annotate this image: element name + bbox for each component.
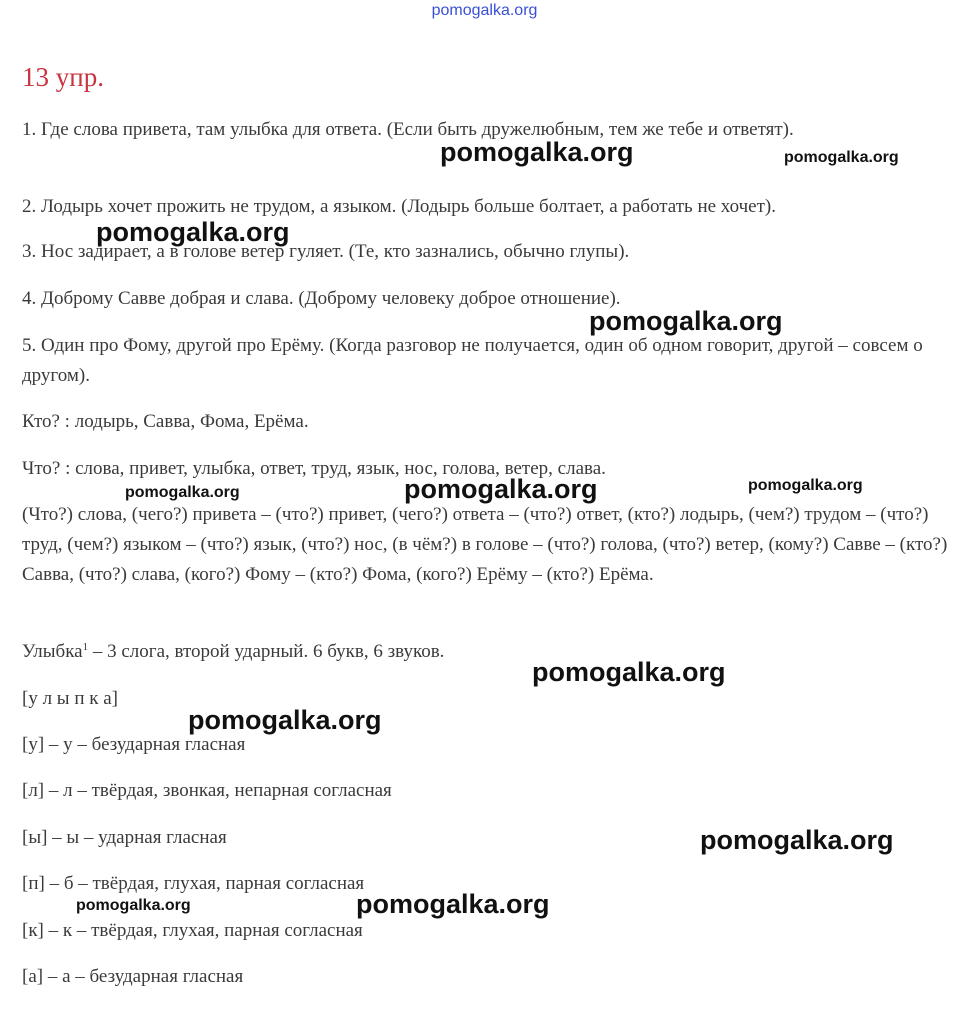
analysis-description: – 3 слога, второй ударный. 6 букв, 6 звуков.	[88, 641, 445, 662]
proverb-1: 1. Где слова привета, там улыбка для ответа. (Если быть дружелюбным, тем же тебе и ответят).	[22, 119, 794, 140]
proverb-5: 5. Один про Фому, другой про Ерёму. (Когда разговор не получается, один об одном говорит, другой – совсем о другом).	[22, 335, 923, 386]
watermark: pomogalka.org	[748, 477, 863, 494]
proverb-2: 2. Лодырь хочет прожить не трудом, а языком. (Лодырь больше болтает, а работать не хочет).	[22, 196, 776, 217]
sound-line: [к] – к – твёрдая, глухая, парная согласная	[22, 920, 363, 941]
sound-line: [ы] – ы – ударная гласная	[22, 827, 227, 848]
watermark: pomogalka.org	[404, 474, 598, 504]
question-forms: (Что?) слова, (чего?) привета – (что?) привет, (чего?) ответа – (что?) ответ, (кто?) лодырь, (чем?) трудом – (что?) труд, (чем?) языком – (что?) язык, (что?) нос, (в чём?) в голове – (что?) голова, (что?) ветер, (кому?) Савве – (кто?) Савва, (что?) слава, (кого?) Фому – (кто?) Фома, (кого?) Ерёму – (кто?) Ерёма.	[22, 504, 948, 585]
transcription: [у л ы п к а]	[22, 688, 118, 709]
watermark: pomogalka.org	[589, 306, 783, 336]
watermark: pomogalka.org	[76, 897, 191, 914]
watermark: pomogalka.org	[700, 825, 894, 855]
what-nouns: Что? : слова, привет, улыбка, ответ, труд, язык, нос, голова, ветер, слава.	[22, 458, 606, 479]
proverb-4: 4. Доброму Савве добрая и слава. (Доброму человеку доброе отношение).	[22, 288, 621, 309]
exercise-title: 13 упр.	[22, 62, 104, 92]
watermark: pomogalka.org	[96, 217, 290, 247]
watermark: pomogalka.org	[440, 137, 634, 167]
sound-line: [п] – б – твёрдая, глухая, парная согласная	[22, 873, 365, 894]
sound-line: [л] – л – твёрдая, звонкая, непарная согласная	[22, 780, 392, 801]
sound-line: [а] – а – безударная гласная	[22, 966, 244, 987]
watermark: pomogalka.org	[356, 889, 550, 919]
watermark: pomogalka.org	[125, 484, 240, 501]
footnote-mark: 1	[82, 641, 89, 653]
site-link[interactable]: pomogalka.org	[431, 2, 538, 19]
word-analysis	[22, 637, 952, 667]
sound-line: [у] – у – безударная гласная	[22, 734, 246, 755]
watermark: pomogalka.org	[784, 149, 899, 166]
watermark: pomogalka.org	[188, 705, 382, 735]
watermark: pomogalka.org	[532, 657, 726, 687]
analysis-word: Улыбка	[22, 641, 83, 662]
proverb-3: 3. Нос задирает, а в голове ветер гуляет. (Те, кто зазнались, обычно глупы).	[22, 241, 630, 262]
who-nouns: Кто? : лодырь, Савва, Фома, Ерёма.	[22, 411, 309, 432]
